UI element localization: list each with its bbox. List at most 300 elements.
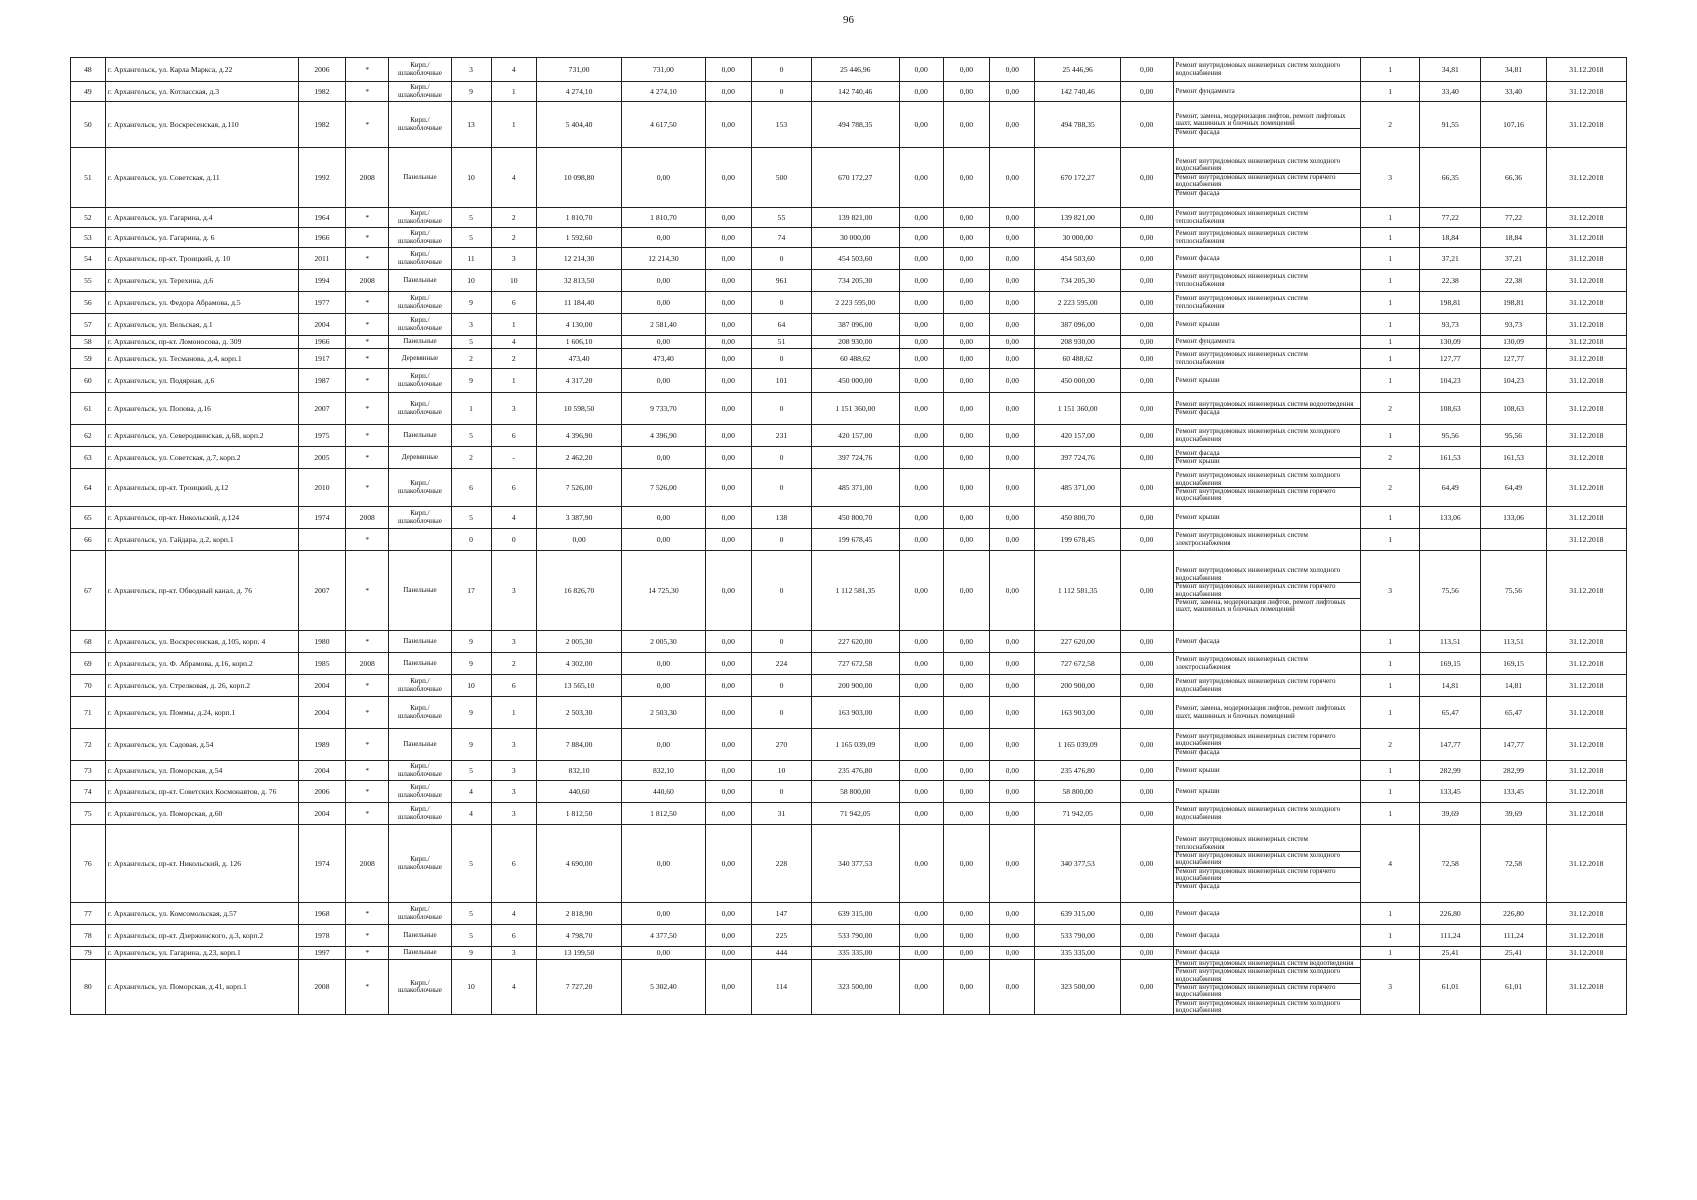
work-item: Ремонт фасада: [1174, 128, 1361, 136]
cell-entrances: 4: [491, 903, 536, 925]
cell-row-number: 70: [71, 675, 106, 697]
cell-nonliving-area: 0,00: [705, 102, 751, 148]
cell-nonliving-area: 0,00: [705, 803, 751, 825]
cell-cost-region: 0,00: [943, 825, 989, 903]
cell-cost-local: 0,00: [990, 507, 1035, 529]
cell-cost-other: 0,00: [1120, 270, 1173, 292]
cell-floors: 9: [451, 82, 491, 102]
cell-work-types: [1173, 228, 1361, 248]
cell-nonliving-area: 0,00: [705, 825, 751, 903]
cell-max-unit-cost: 77,22: [1481, 208, 1546, 228]
cell-max-unit-cost: 108,63: [1481, 393, 1546, 425]
cell-cost-other: 0,00: [1120, 208, 1173, 228]
cell-deadline: 31.12.2018: [1546, 925, 1626, 947]
cell-entrances: 6: [491, 292, 536, 314]
cell-floors: 5: [451, 925, 491, 947]
cell-address: г. Архангельск, ул. Гайдара, д.2, корп.1: [105, 529, 298, 551]
cell-nonliving-area: 0,00: [705, 336, 751, 349]
cell-address: г. Архангельск, ул. Советская, д.11: [105, 148, 298, 208]
cell-living-area: 0,00: [622, 148, 705, 208]
cell-row-number: 48: [71, 58, 106, 82]
cell-cost-region: 0,00: [943, 58, 989, 82]
cell-entrances: 4: [491, 507, 536, 529]
cell-nonliving-area: 0,00: [705, 675, 751, 697]
cell-residents: 0: [751, 292, 811, 314]
cell-living-area: 1 810,70: [622, 208, 705, 228]
cell-work-types: [1173, 469, 1361, 507]
table-row: [71, 447, 1627, 469]
cell-unit-cost: 95,56: [1420, 425, 1481, 447]
cell-total-cost: 450 800,70: [812, 507, 899, 529]
cell-floors: 11: [451, 248, 491, 270]
cell-wall-material: Панельные: [389, 947, 451, 960]
cell-entrances: 6: [491, 925, 536, 947]
work-item: Ремонт фасада: [1174, 189, 1361, 197]
cell-cost-other: 0,00: [1120, 314, 1173, 336]
cell-deadline: 31.12.2018: [1546, 469, 1626, 507]
cell-deadline: 31.12.2018: [1546, 960, 1626, 1015]
cell-max-unit-cost: [1481, 529, 1546, 551]
work-item: Ремонт внутридомовых инженерных систем горячего водоснабжения: [1174, 983, 1361, 999]
table-row: [71, 697, 1627, 729]
work-item: Ремонт крыши: [1175, 786, 1220, 795]
cell-deadline: 31.12.2018: [1546, 425, 1626, 447]
cell-work-count: 1: [1361, 903, 1420, 925]
cell-residents: 0: [751, 529, 811, 551]
cell-work-count: 1: [1361, 425, 1420, 447]
cell-work-count: 2: [1361, 729, 1420, 761]
cell-row-number: 64: [71, 469, 106, 507]
cell-work-types: [1173, 529, 1361, 551]
cell-living-area: 440,60: [622, 781, 705, 803]
cell-unit-cost: 282,99: [1420, 761, 1481, 781]
cell-total-area: 32 813,50: [536, 270, 621, 292]
cell-deadline: 31.12.2018: [1546, 507, 1626, 529]
cell-max-unit-cost: 161,53: [1481, 447, 1546, 469]
cell-cost-fund: 0,00: [899, 631, 943, 653]
work-item: Ремонт, замена, модернизация лифтов, ремонт лифтовых шахт, машинных и блочных помещений: [1175, 111, 1346, 128]
table-row: [71, 507, 1627, 529]
cell-work-count: 2: [1361, 393, 1420, 425]
cell-commission-year: 1985: [298, 653, 345, 675]
cell-max-unit-cost: 25,41: [1481, 947, 1546, 960]
cell-entrances: 3: [491, 729, 536, 761]
cell-address: г. Архангельск, пр-кт. Ломоносова, д. 309: [105, 336, 298, 349]
cell-work-types: [1173, 697, 1361, 729]
cell-residents: 0: [751, 631, 811, 653]
cell-total-cost: 397 724,76: [812, 447, 899, 469]
cell-residents: 0: [751, 675, 811, 697]
cell-row-number: 73: [71, 761, 106, 781]
cell-max-unit-cost: 33,40: [1481, 82, 1546, 102]
cell-entrances: 6: [491, 675, 536, 697]
cell-commission-year: 1987: [298, 369, 345, 393]
cell-cost-local: 0,00: [990, 228, 1035, 248]
cell-max-unit-cost: 107,16: [1481, 102, 1546, 148]
cell-cost-fund: 0,00: [899, 903, 943, 925]
cell-commission-year: 2007: [298, 551, 345, 631]
cell-cost-owners: 450 800,70: [1035, 507, 1120, 529]
cell-residents: 138: [751, 507, 811, 529]
cell-overhaul-year: *: [346, 960, 389, 1015]
table-row: [71, 82, 1627, 102]
cell-work-types: [1173, 729, 1361, 761]
cell-address: г. Архангельск, ул. Стрелковая, д. 26, корп.2: [105, 675, 298, 697]
cell-floors: 9: [451, 369, 491, 393]
cell-cost-owners: 670 172,27: [1035, 148, 1120, 208]
cell-cost-other: 0,00: [1120, 102, 1173, 148]
cell-living-area: 9 733,70: [622, 393, 705, 425]
cell-unit-cost: 133,45: [1420, 781, 1481, 803]
cell-floors: 9: [451, 697, 491, 729]
cell-address: г. Архангельск, ул. Подярная, д.6: [105, 369, 298, 393]
cell-overhaul-year: *: [346, 336, 389, 349]
cell-deadline: 31.12.2018: [1546, 393, 1626, 425]
cell-floors: 6: [451, 469, 491, 507]
cell-floors: 13: [451, 102, 491, 148]
cell-cost-owners: 494 788,35: [1035, 102, 1120, 148]
cell-entrances: 3: [491, 781, 536, 803]
cell-cost-fund: 0,00: [899, 248, 943, 270]
cell-cost-other: 0,00: [1120, 248, 1173, 270]
cell-residents: 74: [751, 228, 811, 248]
cell-cost-owners: 734 205,30: [1035, 270, 1120, 292]
cell-cost-local: 0,00: [990, 58, 1035, 82]
cell-deadline: 31.12.2018: [1546, 653, 1626, 675]
cell-total-cost: 139 821,00: [812, 208, 899, 228]
cell-deadline: 31.12.2018: [1546, 228, 1626, 248]
cell-commission-year: 1997: [298, 947, 345, 960]
cell-work-count: 1: [1361, 925, 1420, 947]
table-row: [71, 729, 1627, 761]
cell-residents: 64: [751, 314, 811, 336]
cell-wall-material: [389, 529, 451, 551]
cell-floors: 9: [451, 292, 491, 314]
cell-deadline: 31.12.2018: [1546, 208, 1626, 228]
cell-commission-year: 1977: [298, 292, 345, 314]
cell-wall-material: Кирп./ шлакоблочные: [389, 803, 451, 825]
cell-residents: 270: [751, 729, 811, 761]
cell-nonliving-area: 0,00: [705, 761, 751, 781]
cell-entrances: 4: [491, 58, 536, 82]
work-item: Ремонт фасада: [1175, 930, 1220, 939]
cell-cost-local: 0,00: [990, 102, 1035, 148]
cell-cost-other: 0,00: [1120, 761, 1173, 781]
cell-cost-local: 0,00: [990, 270, 1035, 292]
cell-total-area: 1 606,10: [536, 336, 621, 349]
table-row: [71, 960, 1627, 1015]
cell-cost-fund: 0,00: [899, 270, 943, 292]
cell-floors: 5: [451, 903, 491, 925]
cell-commission-year: 2010: [298, 469, 345, 507]
work-item: Ремонт внутридомовых инженерных систем горячего водоснабжения: [1174, 582, 1361, 598]
cell-cost-local: 0,00: [990, 947, 1035, 960]
cell-commission-year: 2004: [298, 803, 345, 825]
cell-wall-material: Кирп./ шлакоблочные: [389, 369, 451, 393]
cell-work-count: 1: [1361, 58, 1420, 82]
cell-work-types: [1173, 393, 1361, 425]
cell-cost-fund: 0,00: [899, 675, 943, 697]
cell-overhaul-year: *: [346, 675, 389, 697]
cell-wall-material: Панельные: [389, 551, 451, 631]
cell-total-area: 5 404,40: [536, 102, 621, 148]
cell-cost-fund: 0,00: [899, 947, 943, 960]
cell-work-types: [1173, 270, 1361, 292]
work-item: Ремонт внутридомовых инженерных систем электроснабжения: [1175, 655, 1308, 671]
cell-work-types: [1173, 947, 1361, 960]
cell-max-unit-cost: 130,09: [1481, 336, 1546, 349]
cell-address: г. Архангельск, пр-кт. Никольский, д. 126: [105, 825, 298, 903]
cell-cost-owners: 30 000,00: [1035, 228, 1120, 248]
cell-nonliving-area: 0,00: [705, 960, 751, 1015]
work-item: Ремонт крыши: [1175, 512, 1220, 521]
cell-living-area: 0,00: [622, 729, 705, 761]
cell-living-area: 2 503,30: [622, 697, 705, 729]
cell-max-unit-cost: 37,21: [1481, 248, 1546, 270]
cell-work-count: 1: [1361, 314, 1420, 336]
cell-total-area: 440,60: [536, 781, 621, 803]
table-row: [71, 925, 1627, 947]
cell-commission-year: 1980: [298, 631, 345, 653]
cell-cost-other: 0,00: [1120, 292, 1173, 314]
cell-residents: 0: [751, 248, 811, 270]
cell-cost-owners: 227 620,00: [1035, 631, 1120, 653]
cell-nonliving-area: 0,00: [705, 314, 751, 336]
housing-repair-table: [70, 57, 1627, 1015]
cell-entrances: 10: [491, 270, 536, 292]
cell-living-area: 0,00: [622, 292, 705, 314]
cell-cost-other: 0,00: [1120, 369, 1173, 393]
cell-commission-year: 2004: [298, 314, 345, 336]
cell-work-types: [1173, 349, 1361, 369]
cell-deadline: 31.12.2018: [1546, 270, 1626, 292]
cell-wall-material: Кирп./ шлакоблочные: [389, 292, 451, 314]
cell-work-count: 1: [1361, 631, 1420, 653]
cell-entrances: 4: [491, 960, 536, 1015]
cell-floors: 5: [451, 507, 491, 529]
cell-address: г. Архангельск, ул. Гагарина, д.23, корп.1: [105, 947, 298, 960]
cell-row-number: 77: [71, 903, 106, 925]
cell-total-cost: 639 315,00: [812, 903, 899, 925]
cell-total-cost: 235 476,80: [812, 761, 899, 781]
cell-cost-region: 0,00: [943, 903, 989, 925]
cell-overhaul-year: *: [346, 697, 389, 729]
cell-overhaul-year: 2008: [346, 507, 389, 529]
cell-cost-local: 0,00: [990, 803, 1035, 825]
table-row: [71, 369, 1627, 393]
work-item: Ремонт внутридомовых инженерных систем горячего водоснабжения: [1175, 731, 1336, 748]
cell-unit-cost: 65,47: [1420, 697, 1481, 729]
cell-entrances: 3: [491, 393, 536, 425]
cell-total-area: 4 798,70: [536, 925, 621, 947]
cell-floors: 4: [451, 781, 491, 803]
cell-work-types: [1173, 148, 1361, 208]
cell-commission-year: 2005: [298, 447, 345, 469]
cell-work-types: [1173, 551, 1361, 631]
cell-commission-year: 2004: [298, 675, 345, 697]
cell-work-types: [1173, 208, 1361, 228]
cell-residents: 55: [751, 208, 811, 228]
table-row: [71, 469, 1627, 507]
cell-unit-cost: 75,56: [1420, 551, 1481, 631]
cell-cost-owners: 200 900,00: [1035, 675, 1120, 697]
cell-cost-region: 0,00: [943, 729, 989, 761]
cell-deadline: 31.12.2018: [1546, 781, 1626, 803]
cell-nonliving-area: 0,00: [705, 469, 751, 507]
cell-cost-region: 0,00: [943, 653, 989, 675]
cell-nonliving-area: 0,00: [705, 292, 751, 314]
cell-max-unit-cost: 64,49: [1481, 469, 1546, 507]
cell-cost-other: 0,00: [1120, 960, 1173, 1015]
cell-work-types: [1173, 82, 1361, 102]
cell-row-number: 75: [71, 803, 106, 825]
cell-cost-region: 0,00: [943, 270, 989, 292]
cell-unit-cost: 22,38: [1420, 270, 1481, 292]
cell-cost-local: 0,00: [990, 761, 1035, 781]
cell-total-cost: 2 223 595,00: [812, 292, 899, 314]
cell-floors: 5: [451, 228, 491, 248]
cell-wall-material: Панельные: [389, 148, 451, 208]
cell-cost-other: 0,00: [1120, 82, 1173, 102]
cell-cost-fund: 0,00: [899, 336, 943, 349]
cell-cost-fund: 0,00: [899, 925, 943, 947]
table-row: [71, 228, 1627, 248]
cell-cost-owners: 235 476,80: [1035, 761, 1120, 781]
cell-deadline: 31.12.2018: [1546, 349, 1626, 369]
cell-cost-local: 0,00: [990, 393, 1035, 425]
cell-cost-owners: 142 740,46: [1035, 82, 1120, 102]
cell-max-unit-cost: 127,77: [1481, 349, 1546, 369]
cell-overhaul-year: 2008: [346, 825, 389, 903]
cell-cost-local: 0,00: [990, 631, 1035, 653]
cell-commission-year: 2011: [298, 248, 345, 270]
cell-total-area: 1 812,50: [536, 803, 621, 825]
cell-unit-cost: 93,73: [1420, 314, 1481, 336]
cell-cost-local: 0,00: [990, 248, 1035, 270]
cell-residents: 231: [751, 425, 811, 447]
cell-row-number: 78: [71, 925, 106, 947]
cell-unit-cost: 64,49: [1420, 469, 1481, 507]
cell-address: г. Архангельск, ул. Федора Абрамова, д.5: [105, 292, 298, 314]
cell-work-count: 2: [1361, 447, 1420, 469]
work-item: Ремонт, замена, модернизация лифтов, ремонт лифтовых шахт, машинных и блочных помещений: [1175, 704, 1346, 720]
cell-work-types: [1173, 58, 1361, 82]
cell-cost-other: 0,00: [1120, 529, 1173, 551]
cell-unit-cost: 198,81: [1420, 292, 1481, 314]
cell-work-count: 1: [1361, 653, 1420, 675]
table-row: [71, 903, 1627, 925]
cell-address: г. Архангельск, ул. Воскресенская, д.105, корп. 4: [105, 631, 298, 653]
cell-commission-year: 1975: [298, 425, 345, 447]
table-row: [71, 803, 1627, 825]
cell-commission-year: 1982: [298, 82, 345, 102]
cell-entrances: 3: [491, 248, 536, 270]
cell-commission-year: 2006: [298, 58, 345, 82]
cell-cost-fund: 0,00: [899, 148, 943, 208]
cell-row-number: 66: [71, 529, 106, 551]
cell-deadline: 31.12.2018: [1546, 369, 1626, 393]
cell-commission-year: 1964: [298, 208, 345, 228]
cell-cost-local: 0,00: [990, 208, 1035, 228]
cell-entrances: 4: [491, 336, 536, 349]
cell-cost-fund: 0,00: [899, 425, 943, 447]
cell-deadline: 31.12.2018: [1546, 631, 1626, 653]
cell-work-types: [1173, 960, 1361, 1015]
cell-entrances: 0: [491, 529, 536, 551]
cell-living-area: 14 725,30: [622, 551, 705, 631]
cell-overhaul-year: *: [346, 369, 389, 393]
cell-cost-other: 0,00: [1120, 447, 1173, 469]
cell-work-count: 1: [1361, 336, 1420, 349]
cell-wall-material: Кирп./ шлакоблочные: [389, 102, 451, 148]
cell-row-number: 55: [71, 270, 106, 292]
cell-cost-owners: 533 790,00: [1035, 925, 1120, 947]
cell-wall-material: Кирп./ шлакоблочные: [389, 228, 451, 248]
cell-cost-region: 0,00: [943, 925, 989, 947]
cell-floors: 5: [451, 761, 491, 781]
cell-nonliving-area: 0,00: [705, 507, 751, 529]
cell-living-area: 2 005,30: [622, 631, 705, 653]
cell-cost-owners: 387 096,00: [1035, 314, 1120, 336]
cell-unit-cost: 133,06: [1420, 507, 1481, 529]
cell-cost-local: 0,00: [990, 336, 1035, 349]
cell-unit-cost: 33,40: [1420, 82, 1481, 102]
cell-max-unit-cost: 34,81: [1481, 58, 1546, 82]
cell-unit-cost: 14,81: [1420, 675, 1481, 697]
cell-cost-fund: 0,00: [899, 825, 943, 903]
cell-row-number: 59: [71, 349, 106, 369]
cell-cost-owners: 450 000,00: [1035, 369, 1120, 393]
cell-address: г. Архангельск, ул. Поморская, д.54: [105, 761, 298, 781]
cell-total-area: 473,40: [536, 349, 621, 369]
cell-floors: 9: [451, 729, 491, 761]
cell-living-area: 0,00: [622, 653, 705, 675]
cell-overhaul-year: *: [346, 761, 389, 781]
cell-cost-local: 0,00: [990, 697, 1035, 729]
cell-cost-local: 0,00: [990, 825, 1035, 903]
cell-floors: 5: [451, 336, 491, 349]
cell-living-area: 0,00: [622, 947, 705, 960]
cell-commission-year: 1917: [298, 349, 345, 369]
cell-overhaul-year: *: [346, 425, 389, 447]
cell-floors: 5: [451, 825, 491, 903]
cell-cost-owners: 1 112 581,35: [1035, 551, 1120, 631]
cell-max-unit-cost: 14,81: [1481, 675, 1546, 697]
cell-commission-year: 2004: [298, 761, 345, 781]
cell-total-cost: 450 000,00: [812, 369, 899, 393]
cell-residents: 444: [751, 947, 811, 960]
cell-overhaul-year: *: [346, 447, 389, 469]
cell-cost-owners: 335 335,00: [1035, 947, 1120, 960]
cell-cost-owners: 58 800,00: [1035, 781, 1120, 803]
cell-wall-material: Кирп./ шлакоблочные: [389, 58, 451, 82]
cell-address: г. Архангельск, ул. Поморская, д.60: [105, 803, 298, 825]
cell-address: г. Архангельск, ул. Поммы, д.24, корп.1: [105, 697, 298, 729]
cell-wall-material: Кирп./ шлакоблочные: [389, 469, 451, 507]
work-item: Ремонт фасада: [1174, 408, 1361, 416]
cell-entrances: 1: [491, 102, 536, 148]
work-item: Ремонт внутридомовых инженерных систем холодного водоснабжения: [1174, 851, 1361, 867]
cell-max-unit-cost: 65,47: [1481, 697, 1546, 729]
table-row: [71, 314, 1627, 336]
cell-total-cost: 323 500,00: [812, 960, 899, 1015]
cell-cost-local: 0,00: [990, 447, 1035, 469]
cell-cost-fund: 0,00: [899, 228, 943, 248]
cell-unit-cost: 226,80: [1420, 903, 1481, 925]
cell-address: г. Архангельск, ул. Поморская, д.41, корп.1: [105, 960, 298, 1015]
cell-row-number: 51: [71, 148, 106, 208]
cell-cost-local: 0,00: [990, 529, 1035, 551]
